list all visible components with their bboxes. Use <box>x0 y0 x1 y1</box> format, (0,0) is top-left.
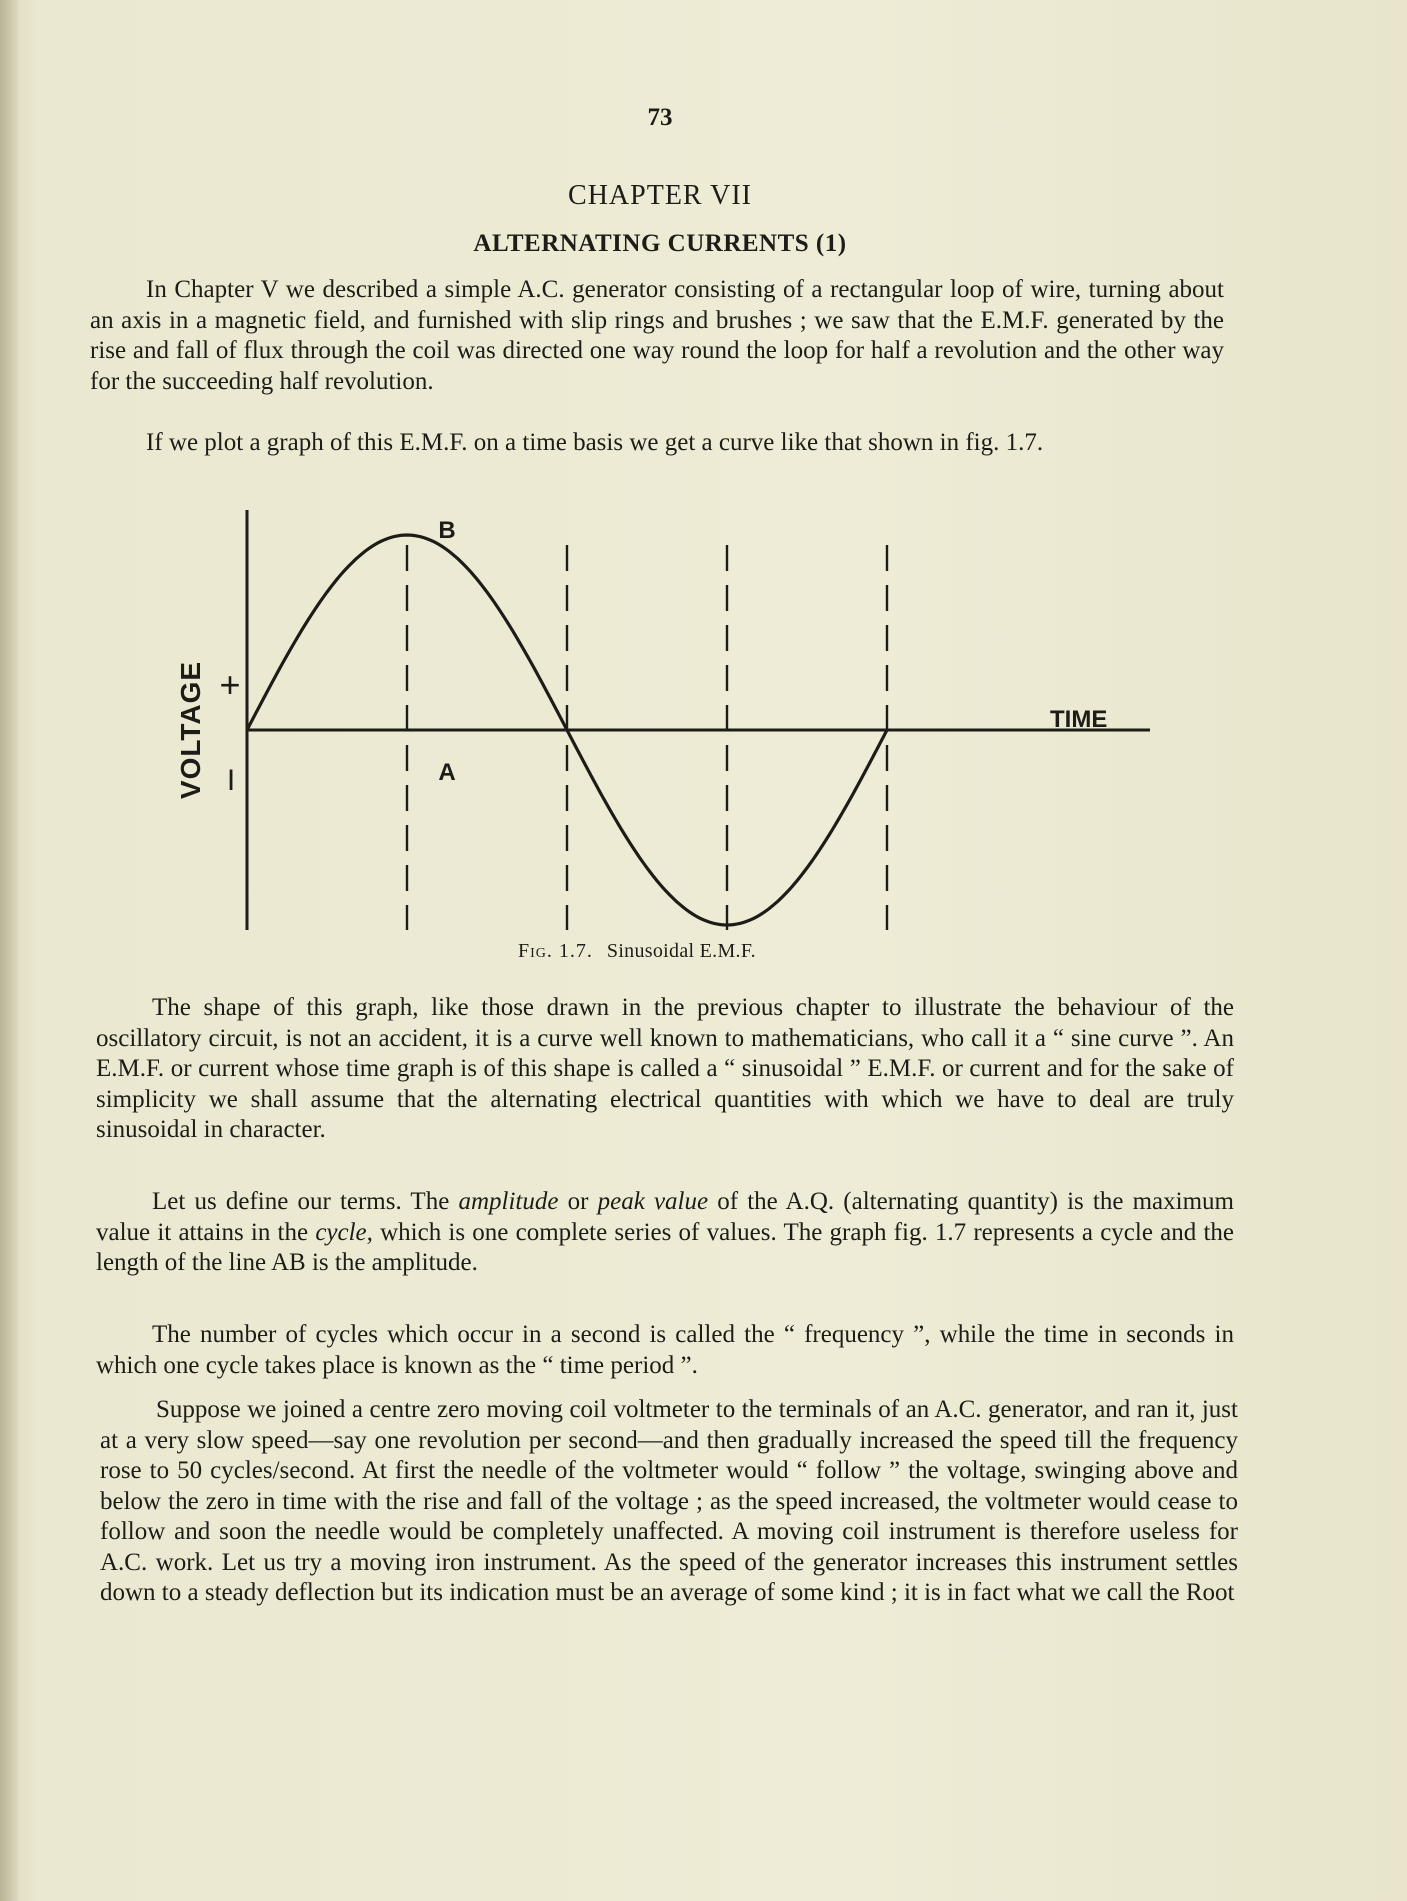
figure-caption-number: Fig. 1.7. <box>518 940 593 962</box>
paragraph-2: If we plot a graph of this E.M.F. on a time basis we get a curve like that shown in fig. 1.7. <box>146 429 1044 456</box>
paragraph-4-e: of the A.Q. (alternating quantity) is the maximum value it attains in the <box>96 1188 1234 1246</box>
label-time: TIME <box>1050 706 1108 733</box>
figure-caption-text: Sinusoidal E.M.F. <box>606 940 756 962</box>
label-a: A <box>438 759 456 786</box>
term-cycle: cycle, <box>315 1218 373 1246</box>
chapter-heading: CHAPTER VII <box>568 180 752 211</box>
chapter-title: ALTERNATING CURRENTS (1) <box>473 230 847 257</box>
paragraph-5: The number of cycles which occur in a second is called the “ frequency ”, while the time in seconds in which one cycle takes place is known as the “ time period ”. <box>96 1321 1234 1379</box>
label-voltage: VOLTAGE <box>175 660 206 800</box>
paragraph-3: The shape of this graph, like those drawn in the previous chapter to illustrate the behaviour of the oscillatory circuit, is not an accident, it is a curve well known to mathematicians, who call it a “ sine curve ”. An E.M.F. or current whose time graph is of this shape is called a “ sinusoidal ” E.M.F. or current and for the sake of simplicity we shall assume that the alternating electrical quantities with which we have to deal are truly sinusoidal in character. <box>96 994 1234 1143</box>
page-binding-shadow <box>0 0 18 1901</box>
sinusoidal-emf-figure <box>140 505 1180 945</box>
paragraph-6: Suppose we joined a centre zero moving coil voltmeter to the terminals of an A.C. generator, and ran it, just at a very slow speed—say one revolution per second—and then gradually increased the speed till the frequency rose to 50 cycles/second. At first the needle of the voltmeter would “ follow ” the voltage, swinging above and below the zero in time with the rise and fall of the voltage ; as the speed increased, the voltmeter would cease to follow and soon the needle would be completely unaffected. A moving coil instrument is therefore useless for A.C. work. Let us try a moving iron instrument. As the speed of the generator increases this instrument settles down to a steady deflection but its indication must be an average of some kind ; it is in fact what we call the Root <box>100 1396 1238 1606</box>
label-b: B <box>438 517 456 544</box>
label-plus: + <box>219 664 241 705</box>
page-number: 73 <box>647 104 673 131</box>
paragraph-4-a: Let us define our terms. The <box>152 1188 459 1215</box>
paragraph-4-g: which is one complete series of values. The graph fig. 1.7 represents a cycle and the length of the line AB is the amplitude. <box>96 1218 1234 1276</box>
term-peak-value: peak value <box>597 1188 709 1215</box>
paragraph-4-c: or <box>558 1188 598 1215</box>
figure-caption <box>518 940 756 963</box>
paragraph-4 <box>96 1187 1234 1279</box>
term-amplitude: amplitude <box>458 1188 559 1215</box>
label-minus: I <box>226 764 236 797</box>
paragraph-1: In Chapter V we described a simple A.C. generator consisting of a rectangular loop of wire, turning about an axis in a magnetic field, and furnished with slip rings and brushes ; we saw that the E.M.F. generated by the rise and fall of flux through the coil was directed one way round the loop for half a revolution and the other way for the succeeding half revolution. <box>90 276 1224 395</box>
